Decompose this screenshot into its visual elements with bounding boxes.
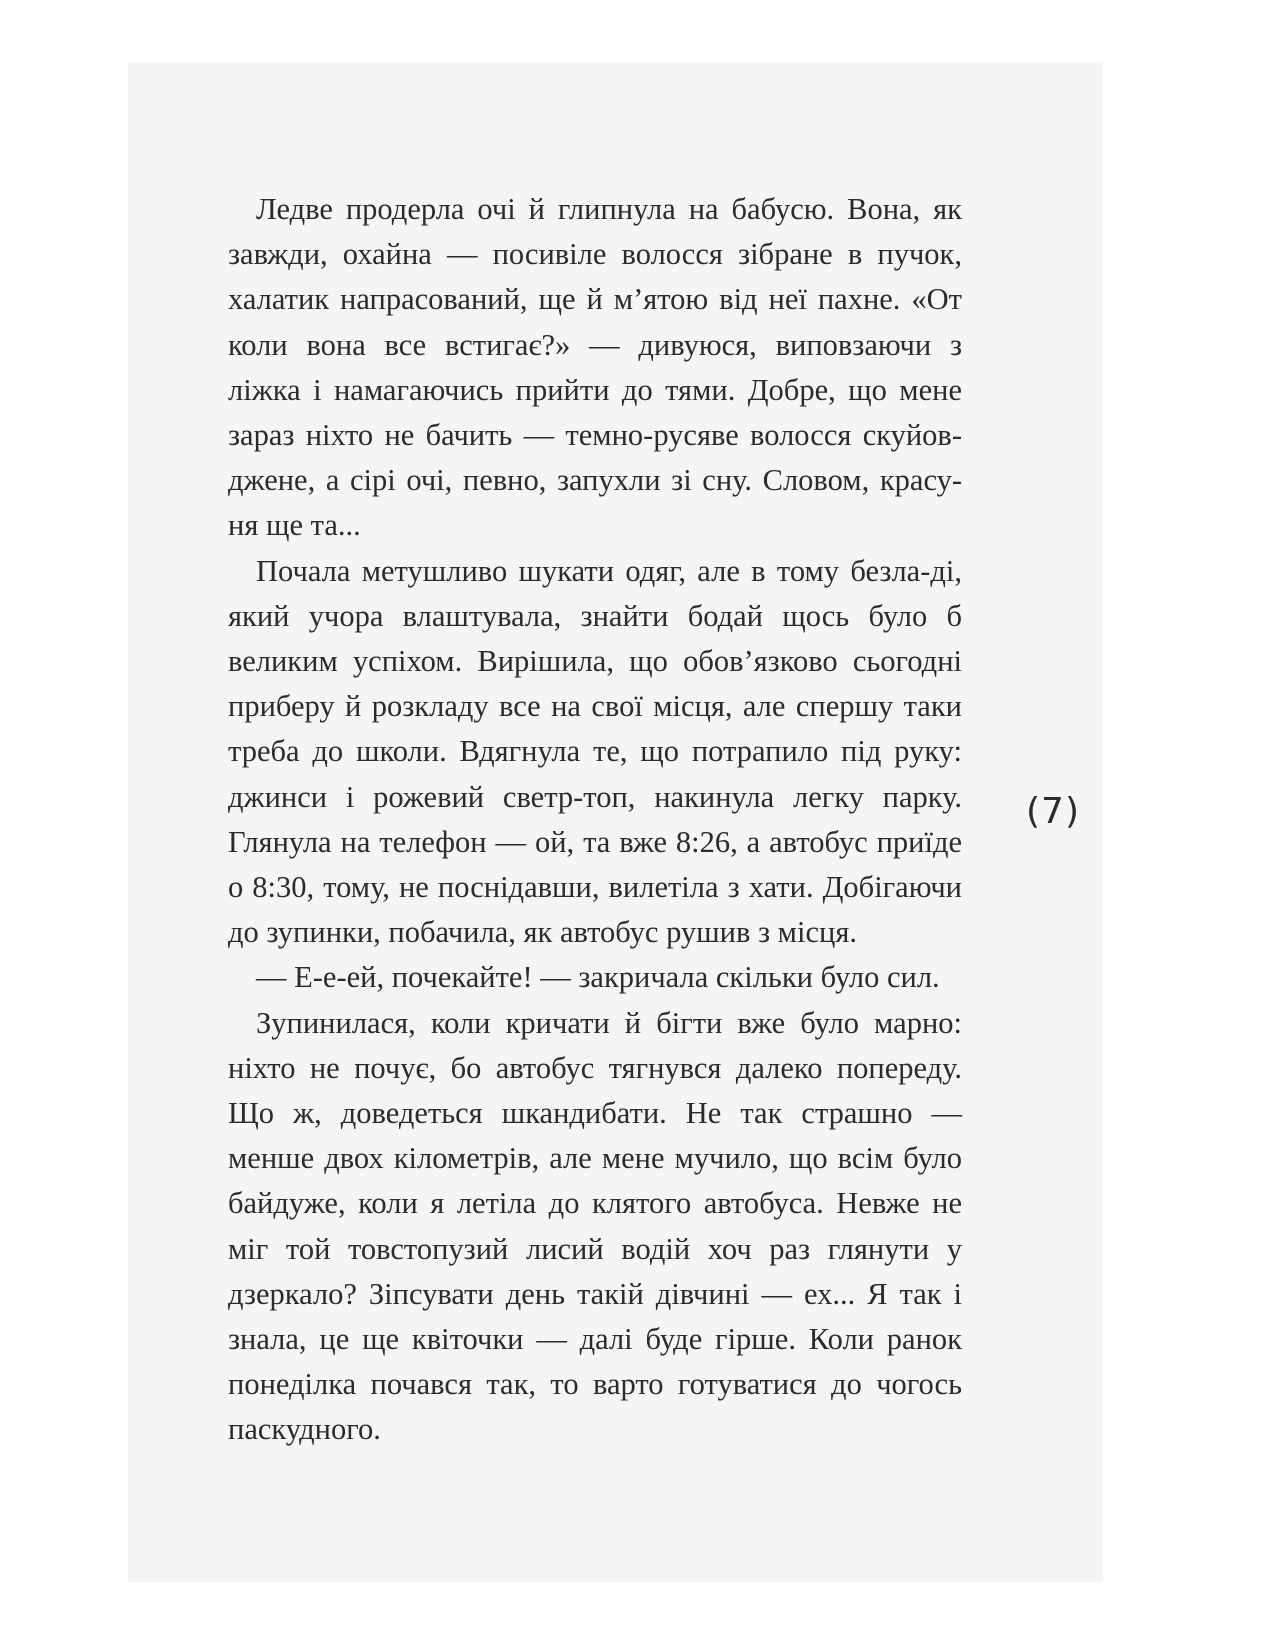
paragraph: Ледве продерла очі й глипнула на бабусю. Вона, як завжди, охайна — посивіле волосся зібране в пучок, халатик напрасований, ще й м’ятою від неї пахне. «От коли вона все встигає?» — дивуюся, виповзаючи з ліжка і намагаючись прийти до тями. Добре, що мене зараз ніхто не бачить — темно-русяве волосся скуйов-джене, а сірі очі, певно, запухли зі сну. Словом, красу-ня ще та... [228, 192, 962, 543]
paragraph: Почала метушливо шукати одяг, але в тому безла-ді, який учора влаштувала, знайти бодай щось було б великим успіхом. Вирішила, що обов’язково сьогодні приберу й розкладу все на свої місця, але спершу таки треба до школи. Вдягнула те, що потрапило під руку: джинси і рожевий светр-топ, накинула легку парку. Глянула на телефон — ой, та вже 8:26, а автобус приїде о 8:30, тому, не поснідавши, вилетіла з хати. Добігаючи до зупинки, побачила, як автобус рушив з місця. [228, 553, 962, 950]
page-number: (7) [1026, 791, 1080, 832]
body-text [228, 187, 962, 1453]
paragraph: — Е-е-ей, почекайте! — закричала скільки було сил. [256, 960, 940, 995]
paragraph: Зупинилася, коли кричати й бігти вже було марно: ніхто не почує, бо автобус тягнувся далеко попереду. Що ж, доведеться шкандибати. Не так страшно — менше двох кілометрів, але мене мучило, що всім було байдуже, коли я летіла до клятого автобуса. Невже не міг той товстопузий лисий водій хоч раз глянути у дзеркало? Зіпсувати день такій дівчині — ех... Я так і знала, це ще квіточки — далі буде гірше. Коли ранок понеділка почався так, то варто готуватися до чогось паскудного. [228, 1005, 962, 1447]
